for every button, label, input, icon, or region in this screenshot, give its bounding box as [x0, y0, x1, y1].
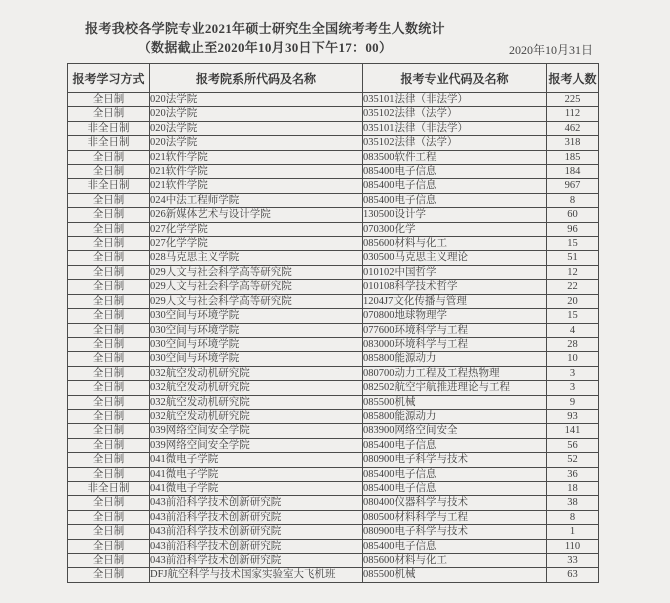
table-body — [68, 93, 599, 583]
date-label: 2020年10月31日 — [509, 43, 594, 57]
table-header — [68, 64, 599, 93]
cell-major: 070800地球物理学 — [363, 309, 547, 323]
cell-major: 080500材料科学与工程 — [363, 510, 547, 524]
cell-major: 082502航空宇航推进理论与工程 — [363, 381, 547, 395]
cell-count: 12 — [547, 265, 599, 279]
cell-major: 010108科学技术哲学 — [363, 280, 547, 294]
table-row — [68, 323, 599, 337]
table-row — [68, 481, 599, 495]
cell-study-mode: 全日制 — [68, 237, 150, 251]
table-row — [68, 409, 599, 423]
table-row — [68, 525, 599, 539]
cell-count: 462 — [547, 121, 599, 135]
table-row — [68, 568, 599, 582]
cell-major: 035101法律（非法学） — [363, 93, 547, 107]
cell-major: 085400电子信息 — [363, 193, 547, 207]
cell-study-mode: 全日制 — [68, 280, 150, 294]
cell-count: 185 — [547, 150, 599, 164]
cell-department: 020法学院 — [150, 93, 363, 107]
column-header-mode: 报考学习方式 — [68, 64, 150, 93]
column-header-dept: 报考院系所代码及名称 — [150, 64, 363, 93]
table-row — [68, 265, 599, 279]
cell-count: 33 — [547, 554, 599, 568]
table-row — [68, 395, 599, 409]
cell-count: 3 — [547, 366, 599, 380]
cell-study-mode: 全日制 — [68, 467, 150, 481]
table-row — [68, 208, 599, 222]
cell-department: 043前沿科学技术创新研究院 — [150, 525, 363, 539]
cell-study-mode: 全日制 — [68, 381, 150, 395]
cell-count: 52 — [547, 453, 599, 467]
cell-department: 039网络空间安全学院 — [150, 424, 363, 438]
table-row — [68, 467, 599, 481]
cell-study-mode: 全日制 — [68, 107, 150, 121]
cell-study-mode: 全日制 — [68, 539, 150, 553]
table-row — [68, 193, 599, 207]
cell-department: 032航空发动机研究院 — [150, 381, 363, 395]
cell-study-mode: 非全日制 — [68, 481, 150, 495]
cell-count: 15 — [547, 309, 599, 323]
cell-department: 043前沿科学技术创新研究院 — [150, 554, 363, 568]
cell-count: 9 — [547, 395, 599, 409]
table-row — [68, 381, 599, 395]
cell-department: 041微电子学院 — [150, 453, 363, 467]
cell-count: 225 — [547, 93, 599, 107]
cell-department: 026新媒体艺术与设计学院 — [150, 208, 363, 222]
cell-department: 041微电子学院 — [150, 467, 363, 481]
cell-major: 030500马克思主义理论 — [363, 251, 547, 265]
cell-study-mode: 全日制 — [68, 395, 150, 409]
table-header-row — [68, 64, 599, 93]
page-title: 报考我校各学院专业2021年硕士研究生全国统考考生人数统计 — [85, 21, 445, 36]
cell-study-mode: 全日制 — [68, 193, 150, 207]
cell-study-mode: 全日制 — [68, 366, 150, 380]
table-row — [68, 352, 599, 366]
cell-department: 020法学院 — [150, 107, 363, 121]
cell-department: 043前沿科学技术创新研究院 — [150, 510, 363, 524]
cell-study-mode: 全日制 — [68, 352, 150, 366]
cell-count: 8 — [547, 193, 599, 207]
cell-major: 1204J7文化传播与管理 — [363, 294, 547, 308]
cell-major: 085600材料与化工 — [363, 237, 547, 251]
cell-major: 083900网络空间安全 — [363, 424, 547, 438]
cell-major: 085400电子信息 — [363, 539, 547, 553]
cell-count: 93 — [547, 409, 599, 423]
cell-major: 080900电子科学与技术 — [363, 453, 547, 467]
column-header-count: 报考人数 — [547, 64, 599, 93]
cell-department: 021软件学院 — [150, 165, 363, 179]
table-row — [68, 453, 599, 467]
cell-study-mode: 全日制 — [68, 294, 150, 308]
cell-study-mode: 全日制 — [68, 510, 150, 524]
cell-department: 021软件学院 — [150, 179, 363, 193]
table-row — [68, 150, 599, 164]
table-row — [68, 179, 599, 193]
cell-department: 027化学学院 — [150, 222, 363, 236]
table-row — [68, 93, 599, 107]
cell-major: 085400电子信息 — [363, 165, 547, 179]
cell-study-mode: 全日制 — [68, 438, 150, 452]
cell-major: 083500软件工程 — [363, 150, 547, 164]
cell-department: 029人文与社会科学高等研究院 — [150, 280, 363, 294]
cell-major: 070300化学 — [363, 222, 547, 236]
cell-department: 021软件学院 — [150, 150, 363, 164]
cell-department: 030空间与环境学院 — [150, 323, 363, 337]
cell-major: 085400电子信息 — [363, 438, 547, 452]
cell-major: 085400电子信息 — [363, 467, 547, 481]
cell-department: 020法学院 — [150, 136, 363, 150]
cell-count: 28 — [547, 337, 599, 351]
cell-study-mode: 全日制 — [68, 251, 150, 265]
cell-department: 030空间与环境学院 — [150, 352, 363, 366]
table-row — [68, 107, 599, 121]
table-row — [68, 496, 599, 510]
cell-count: 18 — [547, 481, 599, 495]
cell-major: 083000环境科学与工程 — [363, 337, 547, 351]
cell-department: 028马克思主义学院 — [150, 251, 363, 265]
cell-count: 20 — [547, 294, 599, 308]
table-row — [68, 136, 599, 150]
table-row — [68, 554, 599, 568]
cell-major: 080400仪器科学与技术 — [363, 496, 547, 510]
table-row — [68, 222, 599, 236]
cell-count: 141 — [547, 424, 599, 438]
table-row — [68, 280, 599, 294]
cell-count: 110 — [547, 539, 599, 553]
cell-department: 043前沿科学技术创新研究院 — [150, 496, 363, 510]
cell-department: 032航空发动机研究院 — [150, 409, 363, 423]
cell-study-mode: 全日制 — [68, 165, 150, 179]
cell-department: 029人文与社会科学高等研究院 — [150, 265, 363, 279]
cell-department: 027化学学院 — [150, 237, 363, 251]
cell-study-mode: 全日制 — [68, 93, 150, 107]
cell-count: 112 — [547, 107, 599, 121]
cell-count: 22 — [547, 280, 599, 294]
cell-department: 043前沿科学技术创新研究院 — [150, 539, 363, 553]
cell-count: 96 — [547, 222, 599, 236]
cell-major: 080700动力工程及工程热物理 — [363, 366, 547, 380]
cell-major: 085600材料与化工 — [363, 554, 547, 568]
cell-count: 318 — [547, 136, 599, 150]
cell-count: 1 — [547, 525, 599, 539]
cell-department: 032航空发动机研究院 — [150, 366, 363, 380]
cell-study-mode: 非全日制 — [68, 121, 150, 135]
cell-department: 024中法工程师学院 — [150, 193, 363, 207]
table-row — [68, 294, 599, 308]
cell-count: 4 — [547, 323, 599, 337]
cell-study-mode: 全日制 — [68, 323, 150, 337]
cell-study-mode: 全日制 — [68, 337, 150, 351]
table-row — [68, 424, 599, 438]
cell-study-mode: 全日制 — [68, 222, 150, 236]
cell-major: 035101法律（非法学） — [363, 121, 547, 135]
cell-count: 10 — [547, 352, 599, 366]
column-header-major: 报考专业代码及名称 — [363, 64, 547, 93]
cell-department: 030空间与环境学院 — [150, 309, 363, 323]
cell-major: 130500设计学 — [363, 208, 547, 222]
cell-count: 15 — [547, 237, 599, 251]
cell-count: 3 — [547, 381, 599, 395]
cell-study-mode: 全日制 — [68, 554, 150, 568]
cell-major: 085800能源动力 — [363, 409, 547, 423]
table-row — [68, 121, 599, 135]
cell-major: 085500机械 — [363, 395, 547, 409]
applicants-table — [67, 63, 599, 583]
cell-major: 077600环境科学与工程 — [363, 323, 547, 337]
cell-major: 035102法律（法学） — [363, 136, 547, 150]
cell-department: 030空间与环境学院 — [150, 337, 363, 351]
cell-study-mode: 全日制 — [68, 150, 150, 164]
cell-count: 184 — [547, 165, 599, 179]
cell-study-mode: 非全日制 — [68, 136, 150, 150]
table-row — [68, 309, 599, 323]
cell-study-mode: 全日制 — [68, 568, 150, 582]
cell-count: 60 — [547, 208, 599, 222]
cell-department: 029人文与社会科学高等研究院 — [150, 294, 363, 308]
cell-count: 967 — [547, 179, 599, 193]
cell-major: 085800能源动力 — [363, 352, 547, 366]
cell-count: 56 — [547, 438, 599, 452]
table-row — [68, 510, 599, 524]
title-block — [0, 20, 530, 58]
cell-count: 51 — [547, 251, 599, 265]
cell-department: 039网络空间安全学院 — [150, 438, 363, 452]
cell-major: 085400电子信息 — [363, 481, 547, 495]
table-row — [68, 337, 599, 351]
cell-count: 36 — [547, 467, 599, 481]
cell-study-mode: 全日制 — [68, 309, 150, 323]
cell-study-mode: 全日制 — [68, 409, 150, 423]
cell-department: DFJ航空科学与技术国家实验室大飞机班 — [150, 568, 363, 582]
cell-study-mode: 全日制 — [68, 453, 150, 467]
cell-major: 085500机械 — [363, 568, 547, 582]
cell-major: 035102法律（法学） — [363, 107, 547, 121]
cell-study-mode: 全日制 — [68, 265, 150, 279]
table-row — [68, 366, 599, 380]
cell-study-mode: 全日制 — [68, 525, 150, 539]
cell-major: 085400电子信息 — [363, 179, 547, 193]
cell-major: 080900电子科学与技术 — [363, 525, 547, 539]
cell-count: 63 — [547, 568, 599, 582]
table-row — [68, 251, 599, 265]
cell-department: 020法学院 — [150, 121, 363, 135]
cell-count: 8 — [547, 510, 599, 524]
cell-department: 041微电子学院 — [150, 481, 363, 495]
cell-department: 032航空发动机研究院 — [150, 395, 363, 409]
table-row — [68, 237, 599, 251]
cell-study-mode: 非全日制 — [68, 179, 150, 193]
cell-major: 010102中国哲学 — [363, 265, 547, 279]
page-subtitle: （数据截止至2020年10月30日下午17：00） — [137, 39, 393, 55]
table-row — [68, 438, 599, 452]
cell-study-mode: 全日制 — [68, 208, 150, 222]
table-row — [68, 539, 599, 553]
cell-count: 38 — [547, 496, 599, 510]
cell-study-mode: 全日制 — [68, 424, 150, 438]
cell-study-mode: 全日制 — [68, 496, 150, 510]
table-row — [68, 165, 599, 179]
